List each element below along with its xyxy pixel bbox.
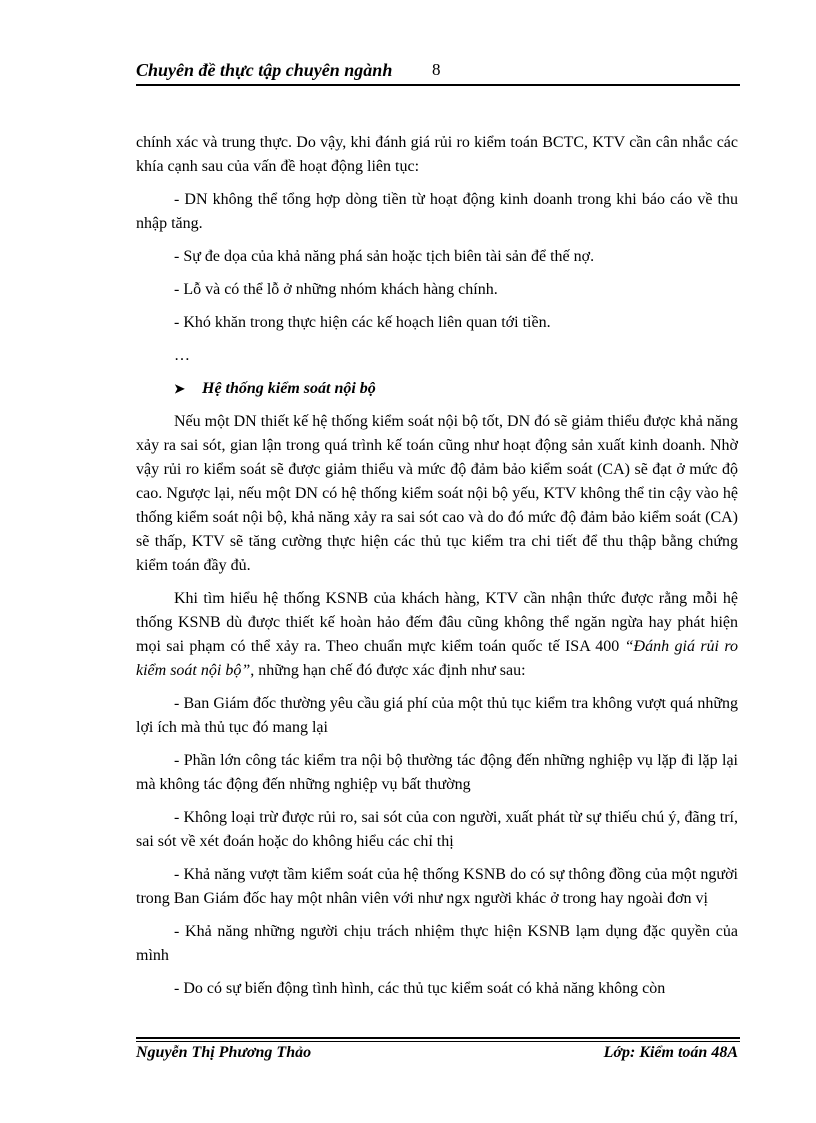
footer-class: Lớp: Kiểm toán 48A [603,1044,738,1061]
footer-rule [136,1037,740,1039]
paragraph: Nếu một DN thiết kế hệ thống kiểm soát nội bộ tốt, DN đó sẽ giảm thiểu được khả năng xảy ra sai sót, gian lận trong quá trình kế toán cũng như hoạt động sản xuất kinh doanh. Nhờ vậy rủi ro kiểm soát sẽ được giảm thiểu và mức độ đảm bảo kiểm soát (CA) sẽ đạt ở mức độ cao. Ngược lại, nếu một DN có hệ thống kiểm soát nội bộ yếu, KTV không thể tin cậy vào hệ thống kiểm soát nội bộ, khả năng xảy ra sai sót cao và do đó mức độ đảm bảo kiểm soát (CA) sẽ thấp, KTV sẽ tăng cường thực hiện các thủ tục kiểm tra chi tiết để thu thập bằng chứng kiểm toán đầy đủ. [136,413,738,574]
paragraph: chính xác và trung thực. Do vậy, khi đánh giá rủi ro kiểm toán BCTC, KTV cần cân nhắc các khía cạnh sau của vấn đề hoạt động liên tục: [136,134,738,175]
header-rule [136,84,740,86]
footer-rule-thin [136,1041,740,1042]
paragraph-text: , những hạn chế đó được xác định như sau: [250,662,526,679]
page-header [136,58,740,82]
bullet-item: - Ban Giám đốc thường yêu cầu giá phí của một thủ tục kiểm tra không vượt quá những lợi ích mà thủ tục đó mang lại [136,695,738,736]
footer-author: Nguyễn Thị Phương Thảo [136,1044,312,1061]
bullet-item: - Không loại trừ được rủi ro, sai sót của con người, xuất phát từ sự thiếu chú ý, đãng trí, sai sót về xét đoán hoặc do không hiểu các chỉ thị [136,809,738,850]
bullet-item: - Sự đe dọa của khả năng phá sản hoặc tịch biên tài sản để thế nợ. [174,248,595,265]
page-footer [136,1044,740,1066]
arrow-bullet-icon: ➤ [174,381,185,396]
bullet-item: - Lỗ và có thể lỗ ở những nhóm khách hàng chính. [174,281,498,298]
paragraph [136,587,738,683]
header-title: Chuyên đề thực tập chuyên ngành [136,60,393,80]
ellipsis: … [174,347,190,364]
section-heading-text: Hệ thống kiểm soát nội bộ [202,380,376,397]
bullet-item: - Do có sự biến động tình hình, các thủ tục kiểm soát có khả năng không còn [174,980,666,997]
bullet-item: - DN không thể tổng hợp dòng tiền từ hoạt động kinh doanh trong khi báo cáo về thu nhập tăng. [136,191,738,232]
bullet-item: - Khả năng những người chịu trách nhiệm thực hiện KSNB lạm dụng đặc quyền của mình [136,923,738,964]
bullet-item: - Phần lớn công tác kiểm tra nội bộ thường tác động đến những nghiệp vụ lặp đi lặp lại mà không tác động đến những nghiệp vụ bất thường [136,752,738,793]
page-number: 8 [432,60,441,79]
bullet-item: - Khả năng vượt tầm kiểm soát của hệ thống KSNB do có sự thông đồng của một người trong Ban Giám đốc hay một nhân viên với như ngx người khác ở trong hay ngoài đơn vị [136,866,738,907]
standard-title: “Đánh giá rủi ro kiểm soát nội bộ” [136,638,739,679]
document-body [136,131,738,1010]
section-heading [174,377,738,401]
bullet-item: - Khó khăn trong thực hiện các kế hoạch liên quan tới tiền. [174,314,551,331]
paragraph-text: Khi tìm hiểu hệ thống KSNB của khách hàng, KTV cần nhận thức được rằng mỗi hệ thống KSNB dù được thiết kế hoàn hảo đếm đâu cũng không thể ngăn ngừa hay phát hiện mọi sai phạm có thể xảy ra. Theo chuẩn mực kiểm toán quốc tế ISA 400 [136,590,738,655]
